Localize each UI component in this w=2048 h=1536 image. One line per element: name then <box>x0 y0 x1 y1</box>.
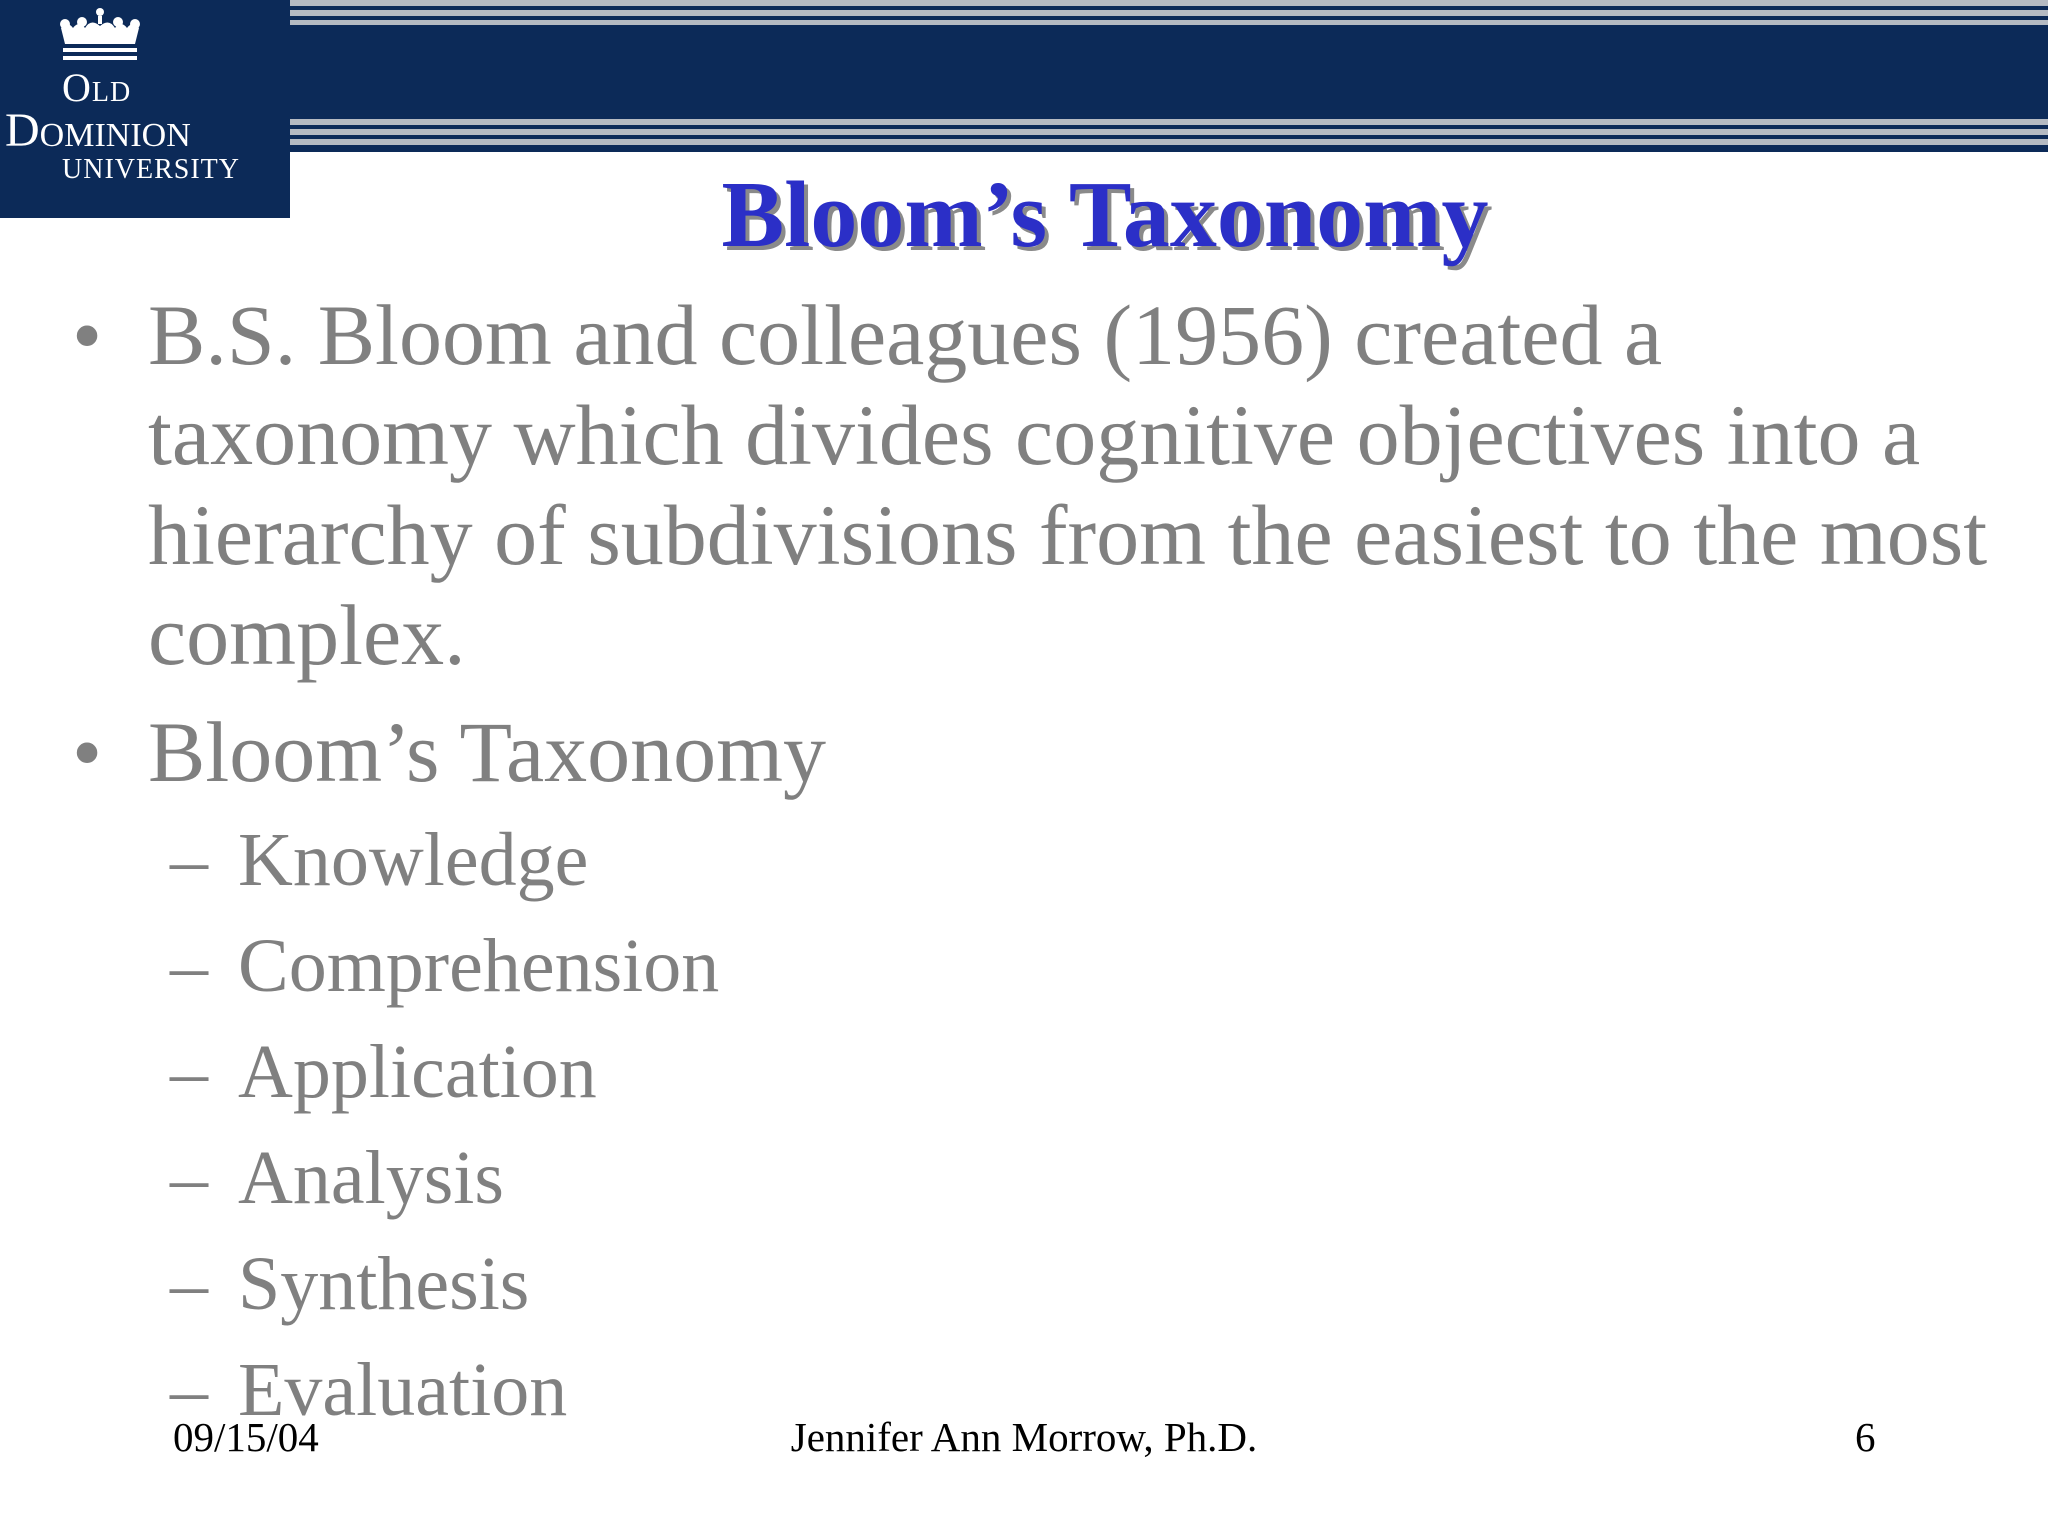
sub-item-text: Synthesis <box>238 1242 530 1326</box>
bullet-marker: • <box>72 287 103 383</box>
sub-item-comprehension <box>170 921 720 1011</box>
sub-item-text: Evaluation <box>238 1348 568 1432</box>
bullet-item <box>72 285 1998 685</box>
bullet-text: B.S. Bloom and colleagues (1956) created a taxonomy which divides cognitive objectives into a hierarchy of subdivisions from the easiest to the most complex. <box>148 287 1988 683</box>
sub-item-synthesis <box>170 1239 530 1329</box>
header-stripe <box>290 145 2048 152</box>
bullet-marker: • <box>72 704 103 800</box>
sub-item-text: Analysis <box>238 1136 504 1220</box>
footer-page-number: 6 <box>1855 1414 1876 1460</box>
university-logo <box>0 0 290 218</box>
sub-item-marker: – <box>170 1348 208 1432</box>
header-main-bar <box>290 25 2048 119</box>
footer-author: Jennifer Ann Morrow, Ph.D. <box>790 1414 1258 1460</box>
header-band <box>290 0 2048 157</box>
sub-item-text: Application <box>238 1030 597 1114</box>
footer-date: 09/15/04 <box>173 1414 319 1460</box>
bullet-text: Bloom’s Taxonomy <box>148 704 827 800</box>
logo-text-old: Old <box>62 65 132 110</box>
logo-text-dominion: Dominion <box>5 104 191 157</box>
sub-item-marker: – <box>170 924 208 1008</box>
sub-item-analysis <box>170 1133 504 1223</box>
sub-item-marker: – <box>170 1242 208 1326</box>
slide-title: Bloom’s Taxonomy <box>721 163 1489 267</box>
sub-item-marker: – <box>170 1030 208 1114</box>
crown-icon <box>55 6 145 66</box>
sub-item-text: Knowledge <box>238 818 589 902</box>
sub-item-marker: – <box>170 818 208 902</box>
sub-item-knowledge <box>170 815 589 905</box>
sub-item-marker: – <box>170 1136 208 1220</box>
bullet-item <box>72 702 1998 802</box>
sub-item-text: Comprehension <box>238 924 720 1008</box>
logo-text-university: UNIVERSITY <box>62 154 240 185</box>
sub-item-application <box>170 1027 597 1117</box>
